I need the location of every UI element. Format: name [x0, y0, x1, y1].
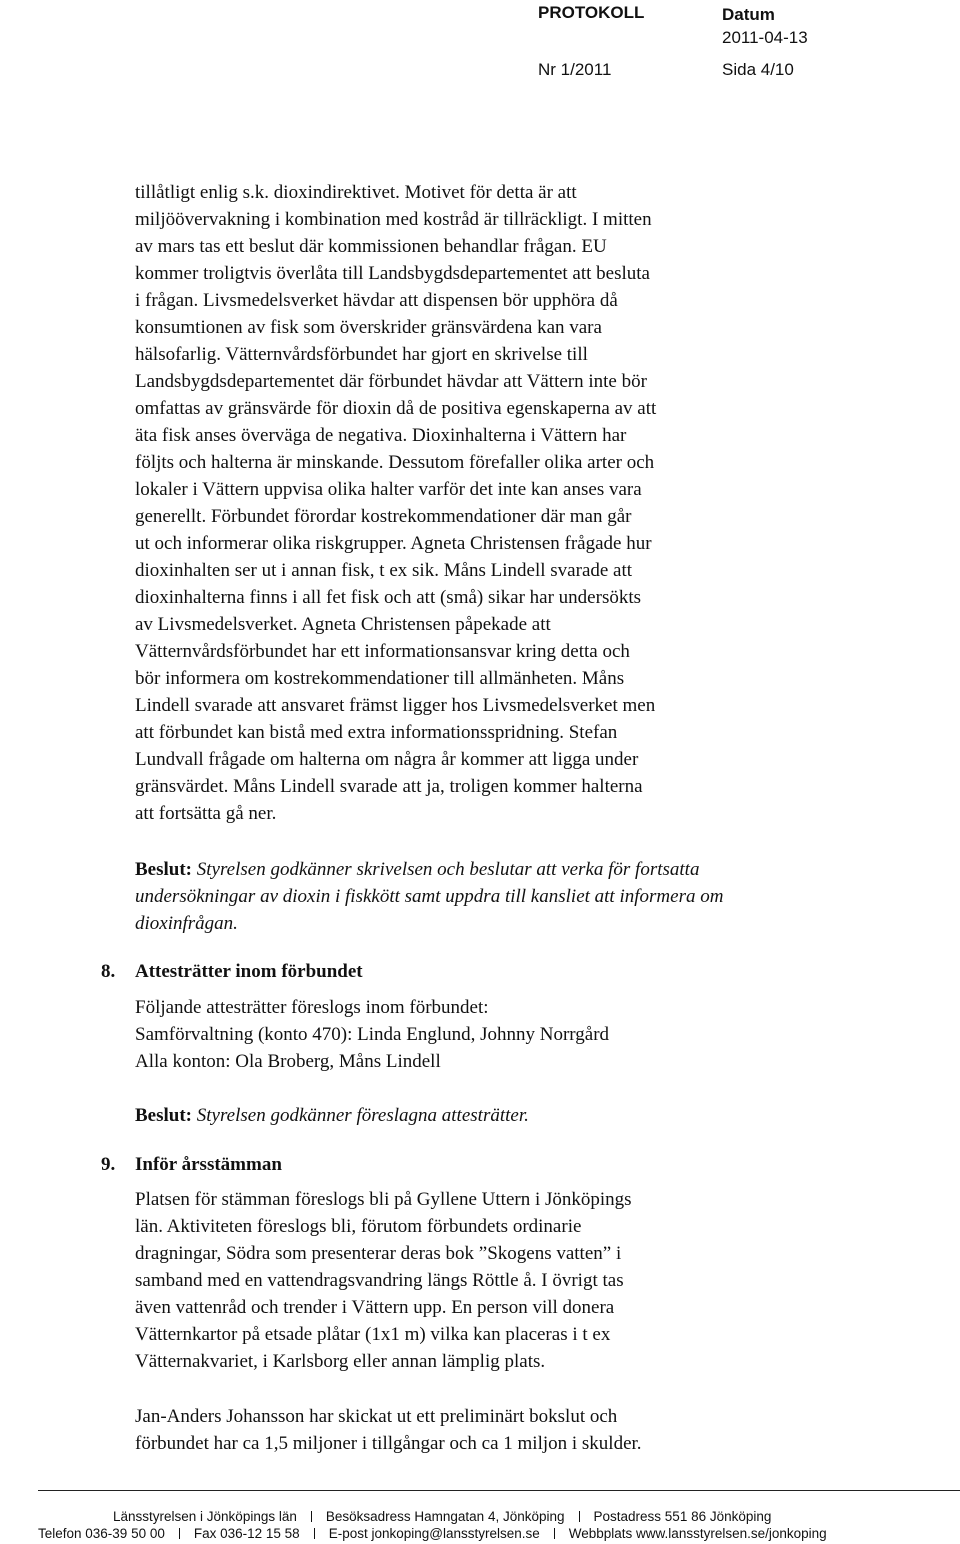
decision-label: Beslut:: [135, 1105, 192, 1126]
text-line: Jan-Anders Johansson har skickat ut ett preliminärt bokslut och: [135, 1406, 618, 1427]
footer-separator: [311, 1511, 312, 1522]
text-line: dioxinhalterna finns i all fet fisk och att (små) sikar har undersökts: [135, 587, 642, 608]
footer-email[interactable]: E-post jonkoping@lansstyrelsen.se: [328, 1526, 540, 1541]
date-value: 2011-04-13: [722, 28, 808, 47]
section-9-paragraph-1: [135, 1186, 797, 1375]
decision-label: Beslut:: [135, 859, 192, 880]
text-line: Platsen för stämman föreslogs bli på Gyllene Uttern i Jönköpings: [135, 1189, 632, 1210]
footer-postal-address: Postadress 551 86 Jönköping: [593, 1509, 772, 1524]
footer-visit-address: Besöksadress Hamngatan 4, Jönköping: [325, 1509, 565, 1524]
footer-phone: Telefon 036-39 50 00: [38, 1526, 165, 1541]
text-line: omfattas av gränsvärde för dioxin då de positiva egenskaperna av att: [135, 398, 657, 419]
text-line: dioxinhalten ser ut i annan fisk, t ex sik. Måns Lindell svarade att: [135, 560, 633, 581]
text-line: generellt. Förbundet förordar kostrekommendationer där man går: [135, 506, 632, 527]
section-8-number: 8.: [101, 961, 116, 982]
text-line: Samförvaltning (konto 470): Linda Englund, Johnny Norrgård: [135, 1024, 610, 1045]
text-line: Vätternvårdsförbundet har ett informationsansvar kring detta och: [135, 641, 630, 662]
text-line: följts och halterna är minskande. Dessutom förefaller olika arter och: [135, 452, 655, 473]
text-line: Landsbygdsdepartementet där förbundet hävdar att Vättern inte bör: [135, 371, 647, 392]
section-8-title: Attesträtter inom förbundet: [135, 961, 363, 982]
text-line: ut och informerar olika riskgrupper. Agneta Christensen frågade hur: [135, 533, 652, 554]
text-line: samband med en vattendragsvandring längs Röttle å. I övrigt tas: [135, 1270, 624, 1291]
text-line: att fortsätta gå ner.: [135, 803, 277, 824]
date-label: Datum: [722, 5, 775, 24]
footer-separator: [579, 1511, 580, 1522]
protocol-number: Nr 1/2011: [538, 60, 612, 79]
text-line: i frågan. Livsmedelsverket hävdar att dispensen bör upphöra då: [135, 290, 618, 311]
text-line: av Livsmedelsverket. Agneta Christensen påpekade att: [135, 614, 551, 635]
footer-fax: Fax 036-12 15 58: [193, 1526, 300, 1541]
footer-divider: [38, 1490, 960, 1491]
page-number: Sida 4/10: [722, 60, 794, 79]
footer-separator: [314, 1528, 315, 1539]
text-line: län. Aktiviteten föreslogs bli, förutom förbundets ordinarie: [135, 1216, 582, 1237]
text-line: Alla konton: Ola Broberg, Måns Lindell: [135, 1051, 441, 1072]
footer-separator: [554, 1528, 555, 1539]
section-9-title: Inför årsstämman: [135, 1154, 282, 1175]
text-line: äta fisk anses överväga de negativa. Dioxinhalterna i Vättern har: [135, 425, 627, 446]
document-type: PROTOKOLL: [538, 3, 645, 22]
text-line: Följande attesträtter föreslogs inom förbundet:: [135, 997, 489, 1018]
decision-block-1: [135, 856, 797, 937]
text-line: miljöövervakning i kombination med kostråd är tillräckligt. I mitten: [135, 209, 652, 230]
footer-contact-row: [38, 1526, 827, 1541]
text-line: hälsofarlig. Vätternvårdsförbundet har gjort en skrivelse till: [135, 344, 588, 365]
text-line: lokaler i Vättern uppvisa olika halter varför det inte kan anses vara: [135, 479, 642, 500]
decision-text: undersökningar av dioxin i fiskkött samt uppdra till kansliet att informera om: [135, 886, 724, 907]
section-9-number: 9.: [101, 1154, 116, 1175]
footer-website[interactable]: Webbplats www.lansstyrelsen.se/jonkoping: [568, 1526, 827, 1541]
text-line: Vätternakvariet, i Karlsborg eller annan lämplig plats.: [135, 1351, 546, 1372]
decision-text: Styrelsen godkänner skrivelsen och beslutar att verka för fortsatta: [192, 859, 700, 880]
footer-separator: [179, 1528, 180, 1539]
body-paragraph-1: [135, 179, 797, 827]
decision-text: Styrelsen godkänner föreslagna attesträtter.: [192, 1105, 529, 1126]
text-line: tillåtligt enlig s.k. dioxindirektivet. Motivet för detta är att: [135, 182, 577, 203]
decision-block-2: [135, 1102, 797, 1129]
footer-address-row: [113, 1509, 771, 1524]
text-line: Lindell svarade att ansvaret främst ligger hos Livsmedelsverket men: [135, 695, 656, 716]
section-8-body: [135, 994, 797, 1075]
text-line: Lundvall frågade om halterna om några år kommer att ligga under: [135, 749, 639, 770]
text-line: konsumtionen av fisk som överskrider gränsvärdena kan vara: [135, 317, 602, 338]
footer-organization: Länsstyrelsen i Jönköpings län: [113, 1509, 297, 1524]
text-line: bör informera om kostrekommendationer till allmänheten. Måns: [135, 668, 625, 689]
section-9-paragraph-2: [135, 1403, 797, 1457]
text-line: att förbundet kan bistå med extra informationsspridning. Stefan: [135, 722, 618, 743]
text-line: kommer troligtvis överlåta till Landsbygdsdepartementet att besluta: [135, 263, 650, 284]
text-line: av mars tas ett beslut där kommissionen behandlar frågan. EU: [135, 236, 607, 257]
text-line: även vattenråd och trender i Vättern upp. En person vill donera: [135, 1297, 615, 1318]
text-line: gränsvärdet. Måns Lindell svarade att ja, troligen kommer halterna: [135, 776, 643, 797]
text-line: förbundet har ca 1,5 miljoner i tillgångar och ca 1 miljon i skulder.: [135, 1433, 642, 1454]
text-line: Vätternkartor på etsade plåtar (1x1 m) vilka kan placeras i t ex: [135, 1324, 611, 1345]
text-line: dragningar, Södra som presenterar deras bok ”Skogens vatten” i: [135, 1243, 622, 1264]
decision-text: dioxinfrågan.: [135, 913, 238, 934]
